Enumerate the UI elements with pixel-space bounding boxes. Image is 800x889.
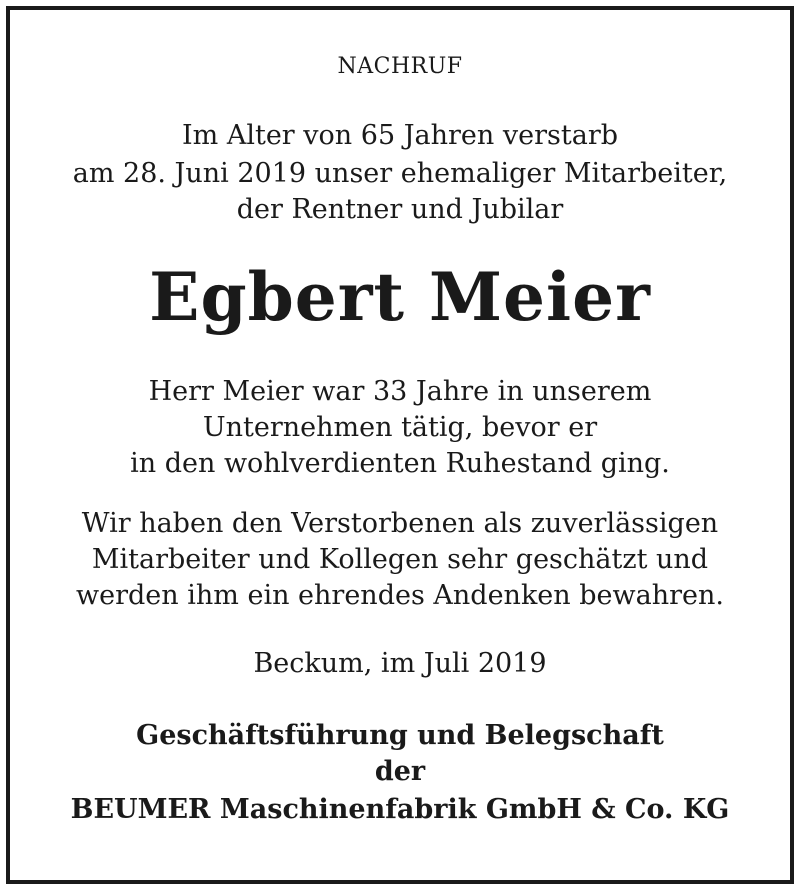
intro-line-1: Im Alter von 65 Jahren verstarb bbox=[181, 120, 619, 151]
paragraph-2-line-1: Wir haben den Verstorbenen als zuverlässigen bbox=[81, 508, 719, 539]
paragraph-2-line-2: Mitarbeiter und Kollegen sehr geschätzt und bbox=[91, 544, 709, 575]
intro-line-2: am 28. Juni 2019 unser ehemaliger Mitarbeiter, bbox=[72, 158, 728, 189]
deceased-name: Egbert Meier bbox=[149, 258, 651, 336]
place-date: Beckum, im Juli 2019 bbox=[253, 648, 547, 679]
signature-company: BEUMER Maschinenfabrik GmbH & Co. KG bbox=[70, 794, 730, 825]
paragraph-1-line-3: in den wohlverdienten Ruhestand ging. bbox=[130, 448, 670, 479]
obituary-heading: NACHRUF bbox=[337, 54, 463, 79]
signature-line-2: der bbox=[374, 756, 426, 787]
signature-line-1: Geschäftsführung und Belegschaft bbox=[136, 720, 664, 751]
intro-line-3: der Rentner und Jubilar bbox=[236, 194, 564, 225]
paragraph-1-line-1: Herr Meier war 33 Jahre in unserem bbox=[148, 376, 652, 407]
paragraph-1-line-2: Unternehmen tätig, bevor er bbox=[202, 412, 598, 443]
paragraph-2-line-3: werden ihm ein ehrendes Andenken bewahren. bbox=[76, 580, 724, 611]
